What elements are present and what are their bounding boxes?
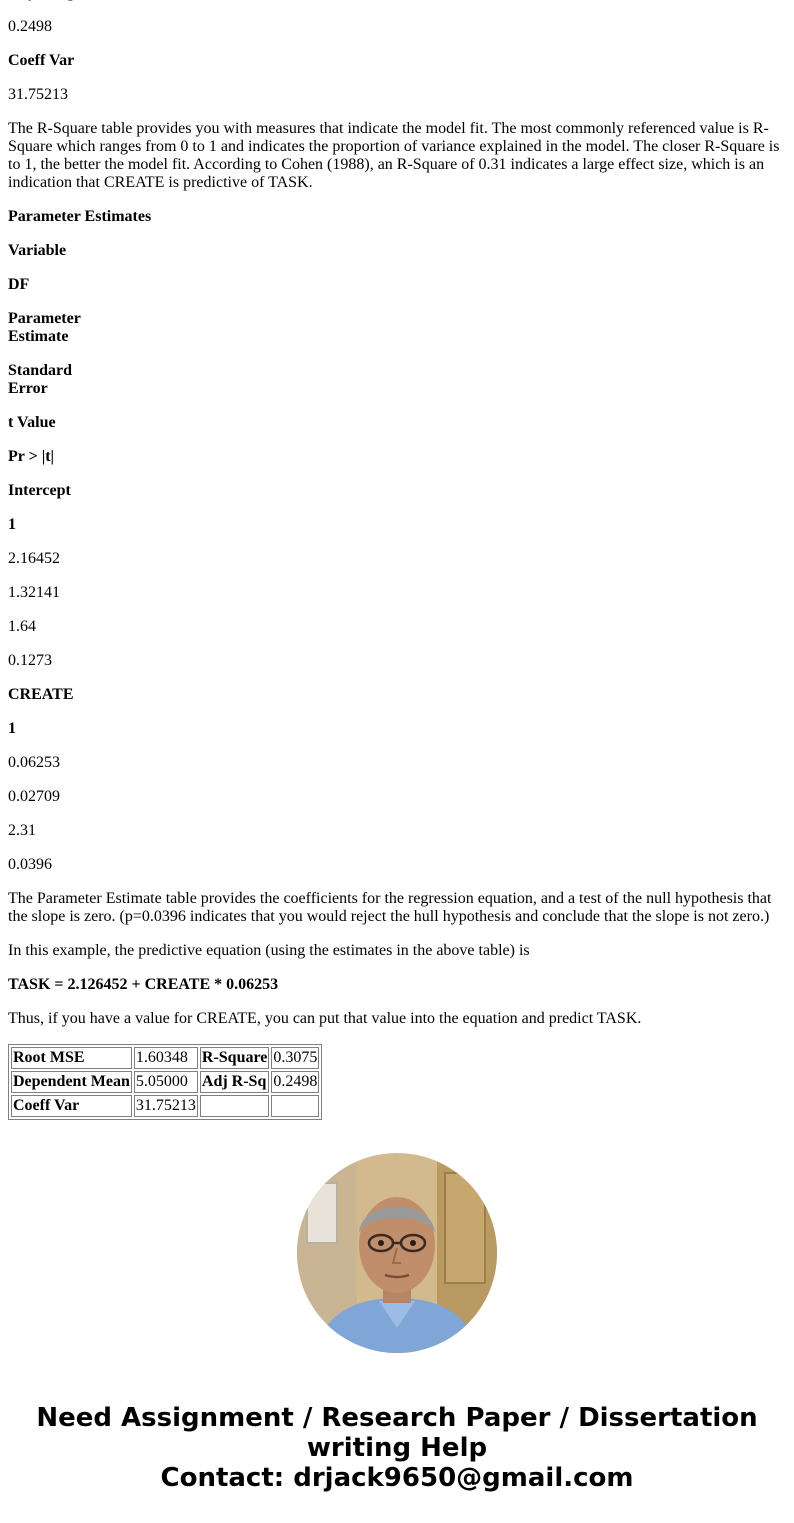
create-std-error: 0.02709 — [8, 788, 60, 805]
table-row — [11, 1095, 319, 1117]
table-cell: 5.05000 — [134, 1071, 198, 1093]
table-cell: Root MSE — [11, 1047, 132, 1069]
create-estimate: 0.06253 — [8, 754, 60, 771]
contact-line-2: writing Help — [306, 1433, 488, 1463]
table-cell — [200, 1095, 270, 1117]
table-row — [11, 1071, 319, 1093]
example-intro: In this example, the predictive equation (using the estimates in the above table) is — [8, 942, 530, 959]
coeff-var-heading: Coeff Var — [8, 52, 75, 69]
table-cell: Coeff Var — [11, 1095, 132, 1117]
intercept-p-value: 0.1273 — [8, 652, 52, 669]
intercept-variable: Intercept — [8, 482, 71, 499]
create-variable: CREATE — [8, 686, 74, 703]
table-cell: R-Square — [200, 1047, 270, 1069]
author-avatar — [297, 1153, 497, 1353]
document-body — [8, 0, 786, 1120]
table-cell: Adj R-Sq — [200, 1071, 270, 1093]
adj-rsq-value: 0.2498 — [8, 18, 52, 35]
rsquare-explanation: The R-Square table provides you with measures that indicate the model fit. The most commonly referenced value is R-Square which ranges from 0 to 1 and indicates the proportion of variance explained in the model. The closer R-Square is to 1, the better the model fit. According to Cohen (1988), an R-Square of 0.31 indicates a large effect size, which is an indication that CREATE is predictive of TASK. — [8, 120, 780, 191]
header-t-value: t Value — [8, 414, 56, 431]
create-t-value: 2.31 — [8, 822, 36, 839]
table-cell — [271, 1095, 319, 1117]
header-p-value: Pr > |t| — [8, 448, 55, 465]
table-row — [11, 1047, 319, 1069]
table-cell: 0.3075 — [271, 1047, 319, 1069]
contact-banner — [0, 1403, 794, 1493]
intercept-df: 1 — [8, 516, 16, 533]
parameter-explanation: The Parameter Estimate table provides the coefficients for the regression equation, and a test of the null hypothesis that the slope is zero. (p=0.0396 indicates that you would reject the hull hypothesis and conclude that the slope is not zero.) — [8, 890, 772, 925]
intercept-t-value: 1.64 — [8, 618, 36, 635]
header-parameter-estimate: Parameter Estimate — [8, 310, 81, 345]
parameter-estimates-title: Parameter Estimates — [8, 208, 152, 225]
contact-line-1: Need Assignment / Research Paper / Dissertation — [36, 1403, 758, 1433]
intercept-std-error: 1.32141 — [8, 584, 60, 601]
create-p-value: 0.0396 — [8, 856, 52, 873]
table-cell: 31.75213 — [134, 1095, 198, 1117]
regression-equation: TASK = 2.126452 + CREATE * 0.06253 — [8, 976, 279, 993]
intercept-estimate: 2.16452 — [8, 550, 60, 567]
table-cell: 1.60348 — [134, 1047, 198, 1069]
create-df: 1 — [8, 720, 16, 737]
coeff-var-value: 31.75213 — [8, 86, 68, 103]
header-standard-error: Standard Error — [8, 362, 73, 397]
adj-rsq-heading — [8, 0, 786, 2]
table-cell: 0.2498 — [271, 1071, 319, 1093]
header-df: DF — [8, 276, 30, 293]
header-variable: Variable — [8, 242, 67, 259]
conclusion: Thus, if you have a value for CREATE, you can put that value into the equation and predict TASK. — [8, 1010, 642, 1027]
author-portrait-image — [297, 1153, 497, 1353]
table-cell: Dependent Mean — [11, 1071, 132, 1093]
fit-statistics-table — [8, 1044, 322, 1120]
contact-line-3: Contact: drjack9650@gmail.com — [160, 1463, 634, 1493]
